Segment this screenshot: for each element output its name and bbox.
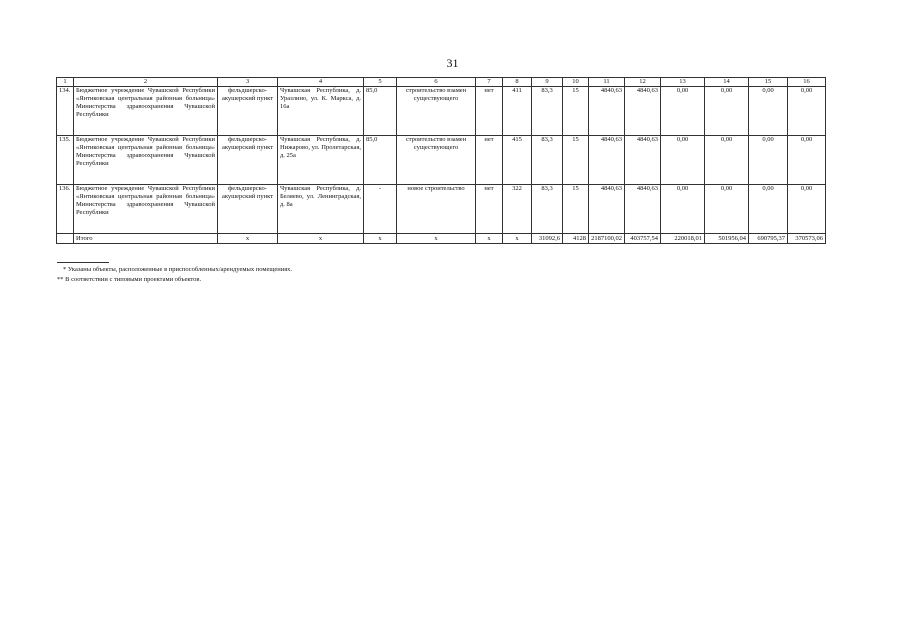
table-cell: х <box>503 234 532 244</box>
table-cell: 0,00 <box>788 185 826 234</box>
total-value: 2187100,02 <box>589 234 625 244</box>
table-cell: 0,00 <box>705 185 749 234</box>
table-row <box>57 185 826 234</box>
table-cell: 0,00 <box>705 87 749 136</box>
table-cell: 15 <box>563 136 589 185</box>
column-number-row <box>57 78 826 87</box>
total-value: 403757,54 <box>625 234 661 244</box>
table-cell: 0,00 <box>749 87 788 136</box>
table-cell: 0,00 <box>661 185 705 234</box>
column-number: 5 <box>364 78 397 87</box>
column-number: 1 <box>57 78 74 87</box>
table-cell <box>57 234 74 244</box>
footnote-divider <box>57 262 109 263</box>
construction-type: строительство взамен существующего <box>397 136 476 185</box>
table-cell: нет <box>476 185 503 234</box>
table-cell: 0,00 <box>788 136 826 185</box>
column-number: 11 <box>589 78 625 87</box>
total-value: 31092,6 <box>532 234 563 244</box>
facility-type: фельдшерско-акушерский пункт <box>218 87 278 136</box>
table-cell: 85,0 <box>364 136 397 185</box>
institution-name: Бюджетное учреждение Чувашской Республики «Янтиковская центральная районная больница» Министерства здравоохранения Чувашской Республики <box>74 136 218 185</box>
column-number: 13 <box>661 78 705 87</box>
column-number: 9 <box>532 78 563 87</box>
table-cell: 0,00 <box>749 185 788 234</box>
table-cell: 15 <box>563 185 589 234</box>
table-cell: 4840,63 <box>625 87 661 136</box>
column-number: 2 <box>74 78 218 87</box>
construction-type: новое строительство <box>397 185 476 234</box>
total-value: 220018,01 <box>661 234 705 244</box>
table-cell: х <box>397 234 476 244</box>
column-number: 10 <box>563 78 589 87</box>
table-cell: 411 <box>503 87 532 136</box>
column-number: 7 <box>476 78 503 87</box>
column-number: 8 <box>503 78 532 87</box>
table-cell: 415 <box>503 136 532 185</box>
facility-type: фельдшерско-акушерский пункт <box>218 136 278 185</box>
footnote: * Указаны объекты, расположенные в приспособленных/арендуемых помещениях. <box>63 266 293 273</box>
table-cell: 4840,63 <box>589 185 625 234</box>
table-cell: х <box>476 234 503 244</box>
table-cell: 83,3 <box>532 185 563 234</box>
column-number: 3 <box>218 78 278 87</box>
column-number: 4 <box>278 78 364 87</box>
table-cell: х <box>218 234 278 244</box>
total-value: 501956,04 <box>705 234 749 244</box>
table-cell: 83,3 <box>532 87 563 136</box>
total-value: 370573,06 <box>788 234 826 244</box>
table-cell: 4840,63 <box>589 87 625 136</box>
facility-address: Чувашская Республика, д. Уразлино, ул. К. Маркса, д. 16а <box>278 87 364 136</box>
table-row <box>57 136 826 185</box>
table-cell: х <box>364 234 397 244</box>
row-number: 134. <box>57 87 74 136</box>
facility-type: фельдшерско-акушерский пункт <box>218 185 278 234</box>
table-cell: 0,00 <box>661 87 705 136</box>
table-cell: нет <box>476 87 503 136</box>
table-cell: 4840,63 <box>625 136 661 185</box>
table-cell: 4840,63 <box>589 136 625 185</box>
footnote: ** В соответствии с типовыми проектами объектов. <box>57 276 202 283</box>
table-cell: 15 <box>563 87 589 136</box>
table-cell: 0,00 <box>788 87 826 136</box>
construction-type: строительство взамен существующего <box>397 87 476 136</box>
row-number: 135. <box>57 136 74 185</box>
column-number: 12 <box>625 78 661 87</box>
table-cell: нет <box>476 136 503 185</box>
total-label: Итого <box>74 234 218 244</box>
table-cell: 4840,63 <box>625 185 661 234</box>
total-value: 690795,37 <box>749 234 788 244</box>
column-number: 16 <box>788 78 826 87</box>
column-number: 15 <box>749 78 788 87</box>
column-number: 14 <box>705 78 749 87</box>
facility-address: Чувашская Республика, д. Беляево, ул. Ленинградская, д. 8а <box>278 185 364 234</box>
column-number: 6 <box>397 78 476 87</box>
table-cell: 0,00 <box>705 136 749 185</box>
table-cell: 83,3 <box>532 136 563 185</box>
total-row <box>57 234 826 244</box>
page-number: 31 <box>446 56 459 70</box>
table-cell: 0,00 <box>661 136 705 185</box>
table-cell: 85,0 <box>364 87 397 136</box>
row-number: 136. <box>57 185 74 234</box>
facility-address: Чувашская Республика, д. Нижарово, ул. Пролетарская, д. 25а <box>278 136 364 185</box>
total-value: 4128 <box>563 234 589 244</box>
table-cell: 322 <box>503 185 532 234</box>
facilities-table <box>56 77 826 244</box>
institution-name: Бюджетное учреждение Чувашской Республики «Янтиковская центральная районная больница» Министерства здравоохранения Чувашской Республики <box>74 185 218 234</box>
table-cell: х <box>278 234 364 244</box>
table-cell: 0,00 <box>749 136 788 185</box>
institution-name: Бюджетное учреждение Чувашской Республики «Янтиковская центральная районная больница» Министерства здравоохранения Чувашской Республики <box>74 87 218 136</box>
table-cell: - <box>364 185 397 234</box>
table-row <box>57 87 826 136</box>
